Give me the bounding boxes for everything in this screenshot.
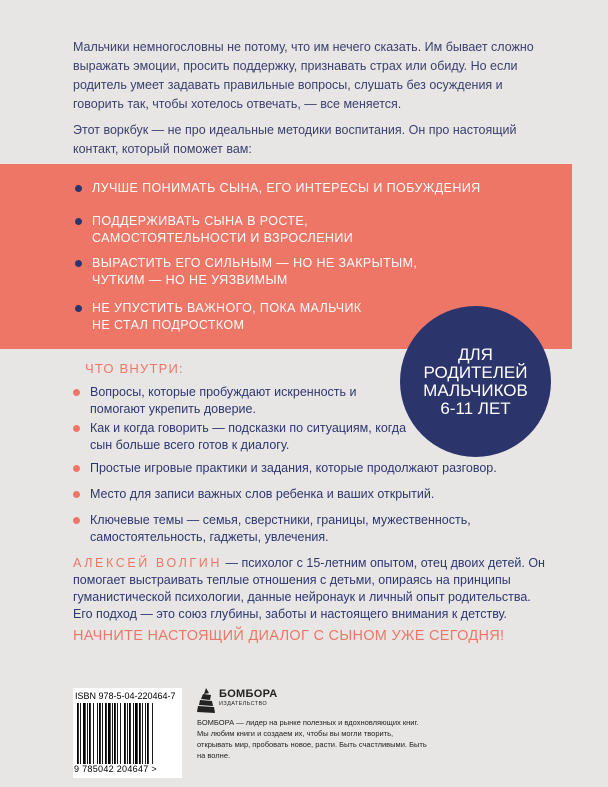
barcode-bar [129,703,131,764]
inside-item [73,384,380,418]
benefit-text: ЛУЧШЕ ПОНИМАТЬ СЫНА, ЕГО ИНТЕРЕСЫ И ПОБУЖДЕНИЯ [92,181,481,195]
benefit-item [75,213,382,247]
benefit-item [75,255,422,289]
barcode-bar [152,703,153,764]
intro-paragraph-2: Этот воркбук — не про идеальные методики воспитания. Он про настоящий контакт, который поможет вам: [73,123,517,156]
publisher-logo [197,688,278,719]
barcode-bar [147,703,149,764]
publisher-description: БОМБОРА — лидер на рынке полезных и вдохновляющих книг. Мы любим книги и создаем их, чтобы вы могли творить, открывать мир, пробовать новое, расти. Быть счастливыми. Быть на волне. [197,718,427,760]
badge-age: 6-11 ЛЕТ [440,398,511,418]
barcode-block [73,688,182,778]
badge-line: ДЛЯ [458,344,493,364]
barcode-bar [105,703,107,764]
benefit-text: ВЫРАСТИТЬ ЕГО СИЛЬНЫМ — НО НЕ ЗАКРЫТЫМ, ЧУТКИМ — НО НЕ УЯЗВИМЫМ [92,256,418,287]
barcode-bar [108,703,111,764]
barcode-bar [112,703,113,764]
barcode-bar [135,703,138,764]
inside-item-text: Ключевые темы — семья, сверстники, границы, мужественность, самостоятельность, гаджеты, увлечения. [90,513,471,544]
barcode-bar [139,703,141,764]
inside-item [73,512,510,546]
bullet-dot-icon [75,260,82,267]
benefit-text: ПОДДЕРЖИВАТЬ СЫНА В РОСТЕ, САМОСТОЯТЕЛЬНОСТИ И ВЗРОСЛЕНИИ [92,214,354,245]
inside-item-text: Место для записи важных слов ребенка и ваших открытий. [90,487,435,501]
barcode-bar [83,703,86,764]
badge-line: МАЛЬЧИКОВ [423,380,528,400]
publisher-name: БОМБОРА [219,688,278,700]
inside-item [73,460,560,477]
barcode-bar [97,703,98,764]
barcode-bar [120,703,121,764]
benefit-text: НЕ УПУСТИТЬ ВАЖНОГО, ПОКА МАЛЬЧИК НЕ СТАЛ ПОДРОСТКОМ [92,301,362,332]
bombora-logo-icon [197,688,215,714]
badge-line: РОДИТЕЛЕЙ [423,362,528,382]
barcode-bar [93,703,94,764]
inside-item [73,420,410,454]
inside-item [73,486,560,503]
barcode-bar [124,703,126,764]
barcode-bar [99,703,101,764]
barcode-bar [127,703,128,764]
publisher-subtitle: ИЗДАТЕЛЬСТВО [219,701,268,707]
bullet-dot-icon [75,185,82,192]
author-bio-text: — психолог с 15-летним опытом, отец двоих детей. Он помогает выстраивать теплые отношения с детьми, опираясь на принципы гуманистической психологии, данные нейронаук и личный опыт родительства. Его подход — это союз глубины, заботы и настоящего внимания к детству. [73,556,545,621]
author-bio [73,555,553,623]
barcode-number: 9 785042 204647 > [74,764,157,774]
barcode-bar [80,703,81,764]
barcode-bar [133,703,134,764]
barcode-bar [89,703,91,764]
barcode-image [77,703,177,764]
bullet-dot-icon [75,218,82,225]
inside-item-text: Вопросы, которые пробуждают искренность и помогают укрепить доверие. [90,385,357,416]
audience-badge [400,306,551,457]
benefit-item [75,300,382,334]
bullet-dot-icon [75,305,82,312]
isbn-text: ISBN 978-5-04-220464-7 [75,691,176,701]
inside-item-text: Простые игровые практики и задания, которые продолжают разговор. [90,461,497,475]
bullet-dot-icon [73,389,80,396]
barcode-bar [114,703,116,764]
barcode-bar [87,703,88,764]
benefit-item [75,180,482,197]
bullet-dot-icon [73,517,80,524]
author-name: АЛЕКСЕЙ ВОЛГИН [73,556,223,570]
bullet-dot-icon [73,491,80,498]
barcode-bar [117,703,118,764]
inside-heading: ЧТО ВНУТРИ: [85,361,184,376]
bullet-dot-icon [73,425,80,432]
barcode-bar [142,703,143,764]
bullet-dot-icon [73,465,80,472]
inside-item-text: Как и когда говорить — подсказки по ситуациям, когда сын больше всего готов к диалогу. [90,421,407,452]
call-to-action: НАЧНИТЕ НАСТОЯЩИЙ ДИАЛОГ С СЫНОМ УЖЕ СЕГОДНЯ! [73,628,505,644]
barcode-bar [77,703,79,764]
intro-paragraph-1: Мальчики немногословны не потому, что им нечего сказать. Им бывает сложно выражать эмоции, просить поддержку, признавать страх или обиду. Но если родитель умеет задавать правильные вопросы, слушать без осуждения и говорить так, чтобы хотелось отвечать, — все меняется. [73,40,534,111]
barcode-bar [102,703,103,764]
barcode-bar [145,703,146,764]
